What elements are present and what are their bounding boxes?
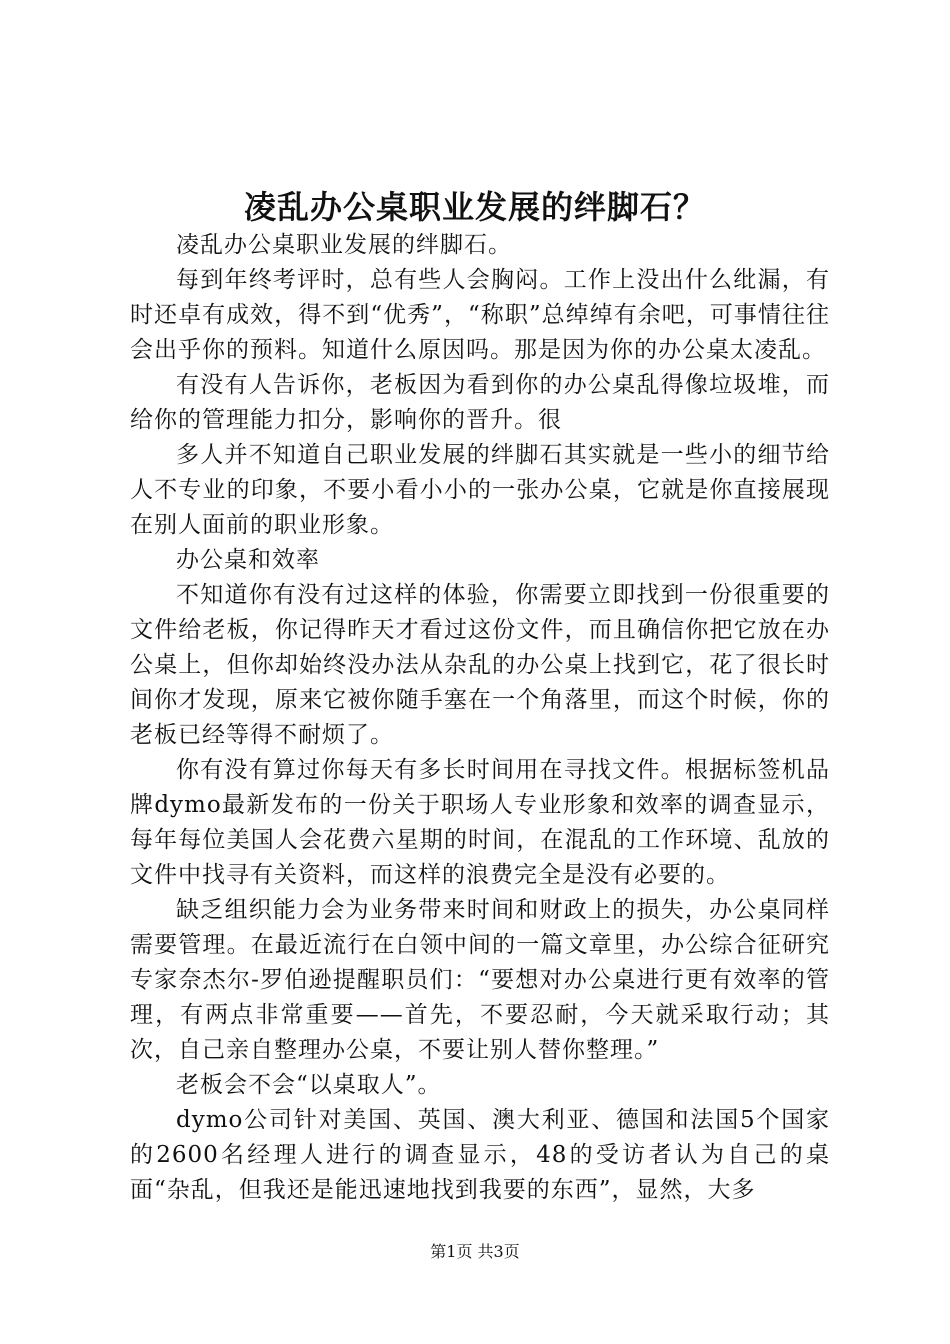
section-heading: 老板会不会“以桌取人”。: [176, 1072, 442, 1098]
document-body: [130, 228, 830, 1208]
paragraph: 不知道你有没有过这样的体验，你需要立即找到一份很重要的文件给老板，你记得昨天才看过这份文件，而且确信你把它放在办公桌上，但你却始终没办法从杂乱的办公桌上找到它，花了很长时间你才发现，原来它被你随手塞在一个角落里，而这个时候，你的老板已经等得不耐烦了。: [130, 582, 830, 748]
paragraph: dymo公司针对美国、英国、澳大利亚、德国和法国5个国家的2600名经理人进行的调查显示，48的受访者认为自己的桌面“杂乱，但我还是能迅速地找到我要的东西”，显然，大多: [130, 1107, 830, 1203]
paragraph: 凌乱办公桌职业发展的绊脚石。: [176, 232, 512, 258]
page-number-footer: 第1页 共3页: [430, 1242, 520, 1261]
paragraph: 有没有人告诉你，老板因为看到你的办公桌乱得像垃圾堆，而给你的管理能力扣分，影响你的晋升。很: [130, 372, 830, 433]
paragraph: 每到年终考评时，总有些人会胸闷。工作上没出什么纰漏，有时还卓有成效，得不到“优秀”，“称职”总绰绰有余吧，可事情往往会出乎你的预料。知道什么原因吗。那是因为你的办公桌太凌乱。: [130, 267, 830, 363]
document-title: 凌乱办公桌职业发展的绊脚石？: [243, 188, 706, 226]
paragraph: 你有没有算过你每天有多长时间用在寻找文件。根据标签机品牌dymo最新发布的一份关于职场人专业形象和效率的调查显示，每年每位美国人会花费六星期的时间，在混乱的工作环境、乱放的文件中找寻有关资料，而这样的浪费完全是没有必要的。: [130, 757, 830, 888]
paragraph: 缺乏组织能力会为业务带来时间和财政上的损失，办公桌同样需要管理。在最近流行在白领中间的一篇文章里，办公综合征研究专家奈杰尔-罗伯逊提醒职员们：“要想对办公桌进行更有效率的管理，有两点非常重要——首先，不要忍耐，今天就采取行动；其次，自己亲自整理办公桌，不要让别人替你整理。”: [130, 897, 830, 1063]
section-heading: 办公桌和效率: [176, 547, 320, 573]
paragraph: 多人并不知道自己职业发展的绊脚石其实就是一些小的细节给人不专业的印象，不要小看小小的一张办公桌，它就是你直接展现在别人面前的职业形象。: [130, 442, 830, 538]
